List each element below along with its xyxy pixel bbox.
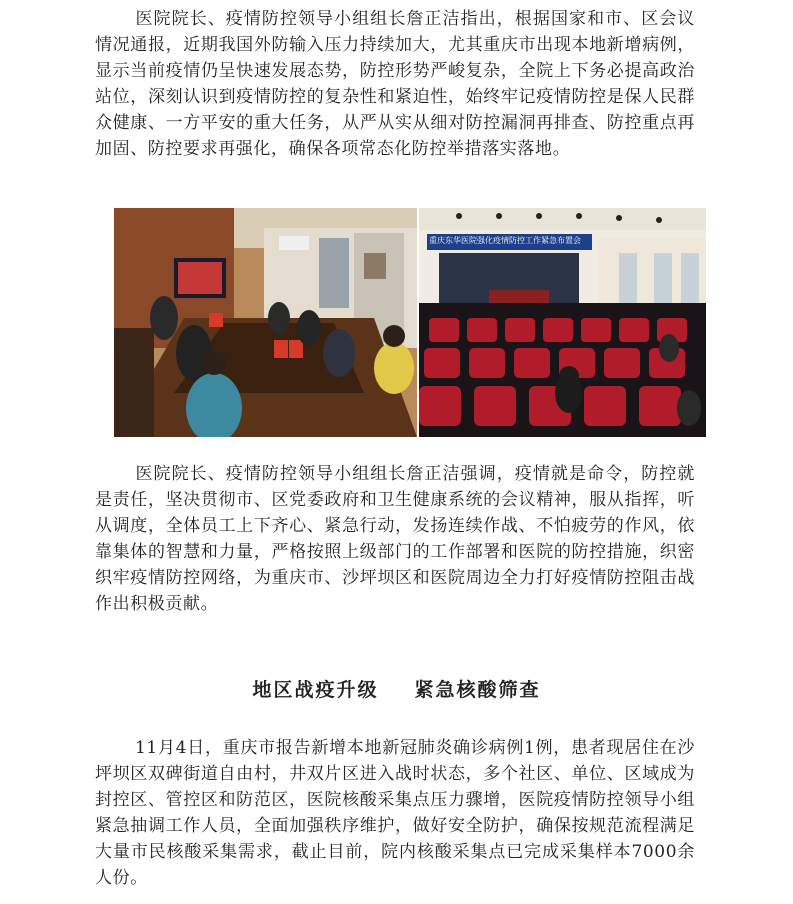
paragraph-2-text: 医院院长、疫情防控领导小组组长詹正洁强调，疫情就是命令，防控就是责任，坚决贯彻市、区党委政府和卫生健康系统的会议精神，服从指挥，听从调度，全体员工上下齐心、紧急行动，发扬连续作战、不怕疲劳的作风，依靠集体的智慧和力量，严格按照上级部门的工作部署和医院的防控措施，织密织牢疫情防控网络，为重庆市、沙坪坝区和医院周边全力打好疫情防控阻击战作出积极贡献。 <box>95 464 695 614</box>
paragraph-3 <box>95 735 695 891</box>
paragraph-3-text: 11月4日，重庆市报告新增本地新冠肺炎确诊病例1例，患者现居住在沙坪坝区双碑街道自由村，井双片区进入战时状态，多个社区、单位、区域成为封控区、管控区和防范区，医院核酸采集点压力骤增，医院疫情防控领导小组紧急抽调工作人员，全面加强秩序维护，做好安全防护，确保按规范流程满足大量市民核酸采集需求，截止目前，院内核酸采集点已完成采集样本7000余人份。 <box>95 738 695 888</box>
meeting-room-photo <box>114 208 417 437</box>
paragraph-2 <box>95 461 695 617</box>
section-heading <box>0 675 793 702</box>
paragraph-1-text: 医院院长、疫情防控领导小组组长詹正洁指出，根据国家和市、区会议情况通报，近期我国外防输入压力持续加大，尤其重庆市出现本地新增病例，显示当前疫情仍呈快速发展态势，防控形势严峻复杂，全院上下务必提高政治站位，深刻认识到疫情防控的复杂性和紧迫性，始终牢记疫情防控是保人民群众健康、一方平安的重大任务，从严从实从细对防控漏洞再排查、防控重点再加固、防控要求再强化，确保各项常态化防控举措落实落地。 <box>95 9 695 159</box>
heading-part-2: 紧急核酸筛查 <box>414 679 541 701</box>
auditorium-photo <box>419 208 706 437</box>
paragraph-1 <box>95 6 695 162</box>
banner-caption: 重庆东华医院强化疫情防控工作紧急布置会 <box>429 236 581 245</box>
heading-part-1: 地区战疫升级 <box>252 679 379 701</box>
